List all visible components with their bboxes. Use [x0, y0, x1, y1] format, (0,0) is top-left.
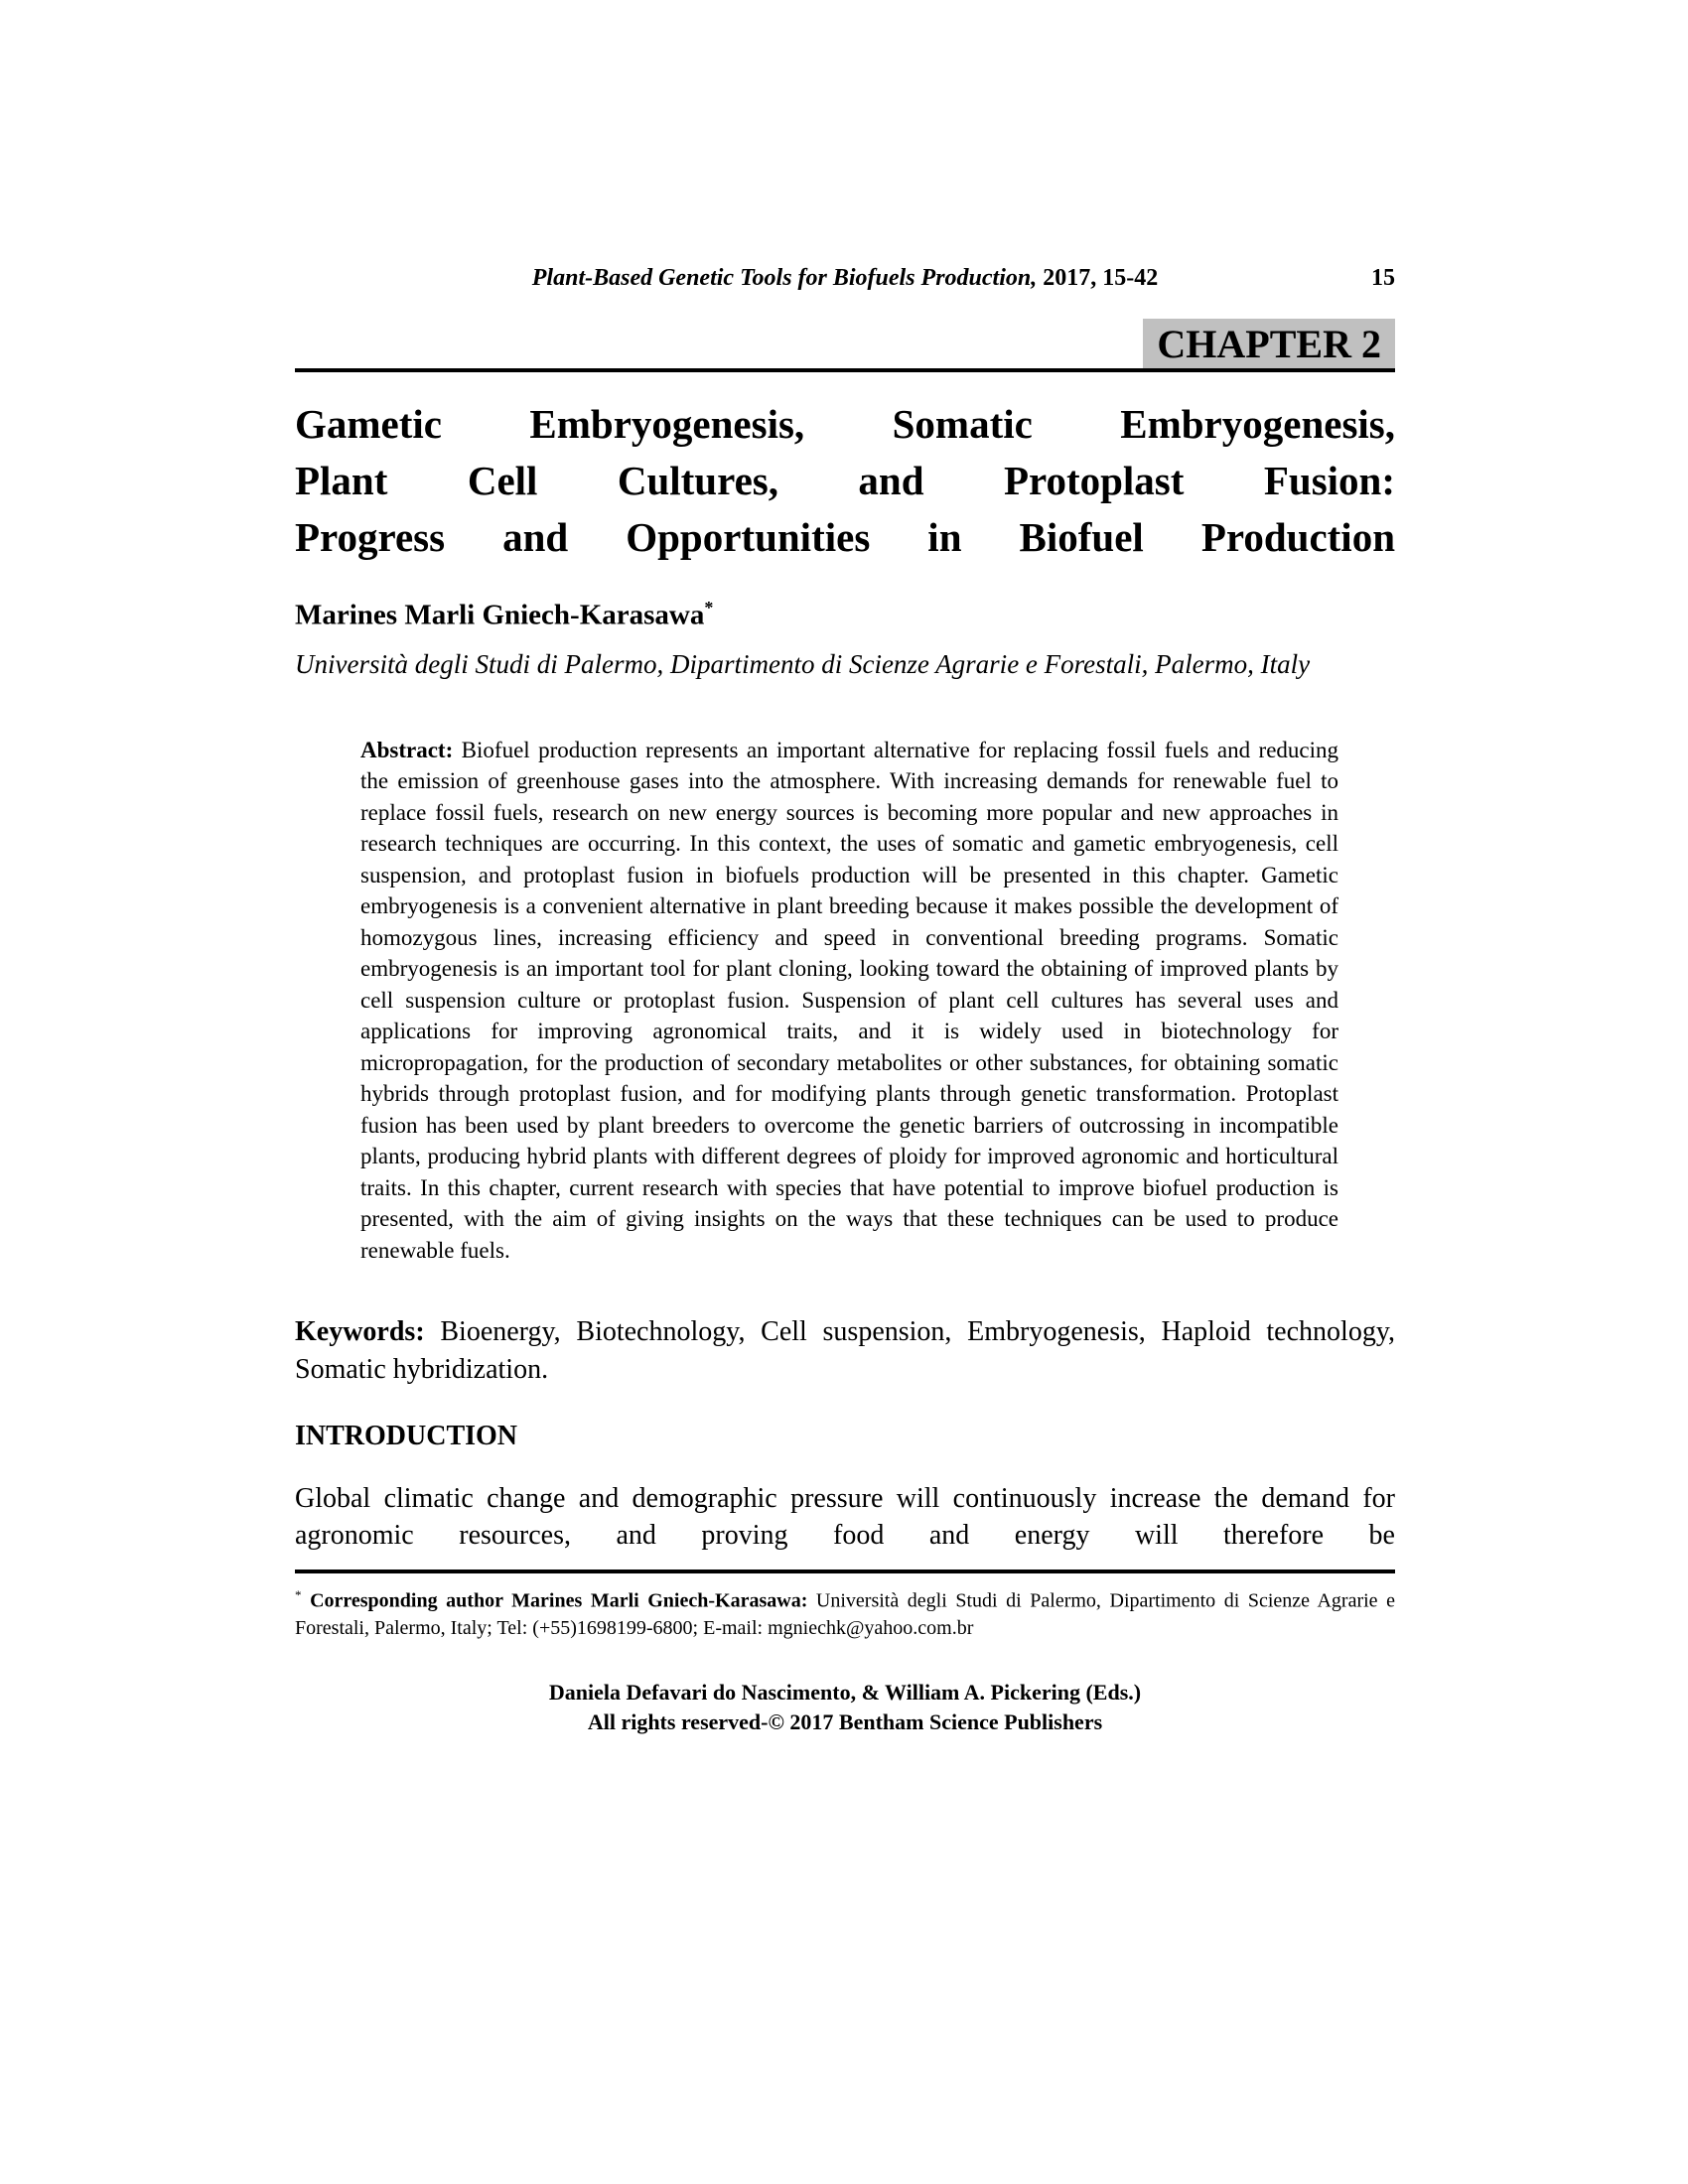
article-title-line-3: Progress and Opportunities in Biofuel Production — [295, 514, 1395, 560]
author-name: Marines Marli Gniech-Karasawa — [295, 599, 705, 631]
introduction-paragraph: Global climatic change and demographic pressure will continuously increase the demand for agronomic resources, and proving food and energy will therefore be — [295, 1483, 1395, 1552]
footnote-lead: Corresponding author Marines Marli Gniech-Karasawa: — [301, 1589, 808, 1612]
footnote-separator — [295, 1570, 1395, 1573]
publisher-footer — [295, 1678, 1395, 1737]
running-head — [295, 263, 1395, 293]
author-line — [295, 590, 1395, 633]
rights-line: All rights reserved-© 2017 Bentham Science Publishers — [587, 1708, 1103, 1734]
page-number: 15 — [1371, 265, 1395, 291]
author-affiliation: Università degli Studi di Palermo, Dipartimento di Scienze Agrarie e Forestali, Palermo, Italy — [295, 648, 1311, 679]
page-content — [295, 263, 1395, 1737]
footnote-text: Università degli Studi di Palermo, Dipartimento di Scienze Agrarie e Forestali, Palermo, Italy; Tel: (+55)1698199-6800; E-mail: mgniechk@yahoo.com.br — [295, 1589, 1395, 1639]
chapter-rule — [295, 319, 1395, 372]
abstract — [360, 735, 1338, 1267]
footnote-mark: * — [295, 1587, 302, 1603]
article-title-line-2: Plant Cell Cultures, and Protoplast Fusion: — [295, 458, 1395, 503]
running-head-book-title: Plant-Based Genetic Tools for Biofuels Production, — [531, 265, 1038, 291]
keywords-text: Bioenergy, Biotechnology, Cell suspension, Embryogenesis, Haploid technology, Somatic hybridization. — [295, 1316, 1395, 1386]
keywords-label: Keywords: — [295, 1316, 425, 1348]
author-corresponding-mark: * — [704, 598, 714, 617]
introduction-heading: INTRODUCTION — [295, 1421, 518, 1452]
abstract-text: Biofuel production represents an important alternative for replacing fossil fuels and reducing the emission of greenhouse gases into the atmosphere. With increasing demands for renewable fuel to replace fossil fuels, research on new energy sources is becoming more popular and new approaches in research techniques are occurring. In this context, the uses of somatic and gametic embryogenesis, cell suspension, and protoplast fusion in biofuels production will be presented in this chapter. Gametic embryogenesis is a convenient alternative in plant breeding because it makes possible the development of homozygous lines, increasing efficiency and speed in conventional breeding programs. Somatic embryogenesis is an important tool for plant cloning, looking toward the obtaining of improved plants by cell suspension culture or protoplast fusion. Suspension of plant cell cultures has several uses and applications for improving agronomical traits, and it is widely used in biotechnology for micropropagation, for the production of secondary metabolites or other substances, for obtaining somatic hybrids through protoplast fusion, and for modifying plants through genetic transformation. Protoplast fusion has been used by plant breeders to overcome the genetic barriers of outcrossing in incompatible plants, producing hybrid plants with different degrees of ploidy for improved agronomic and horticultural traits. In this chapter, current research with species that have potential to improve biofuel production is presented, with the aim of giving insights on the ways that these techniques can be used to produce renewable fuels. — [360, 737, 1338, 1263]
keywords — [295, 1313, 1395, 1389]
chapter-badge: CHAPTER 2 — [1143, 319, 1395, 368]
article-title-line-1: Gametic Embryogenesis, Somatic Embryogenesis, — [295, 401, 1395, 447]
running-head-issue-info: 2017, 15-42 — [1037, 265, 1159, 291]
corresponding-author-footnote — [295, 1581, 1395, 1642]
article-title — [295, 396, 1395, 566]
editors-line: Daniela Defavari do Nascimento, & William A. Pickering (Eds.) — [548, 1679, 1142, 1705]
abstract-label: Abstract: — [360, 737, 454, 762]
